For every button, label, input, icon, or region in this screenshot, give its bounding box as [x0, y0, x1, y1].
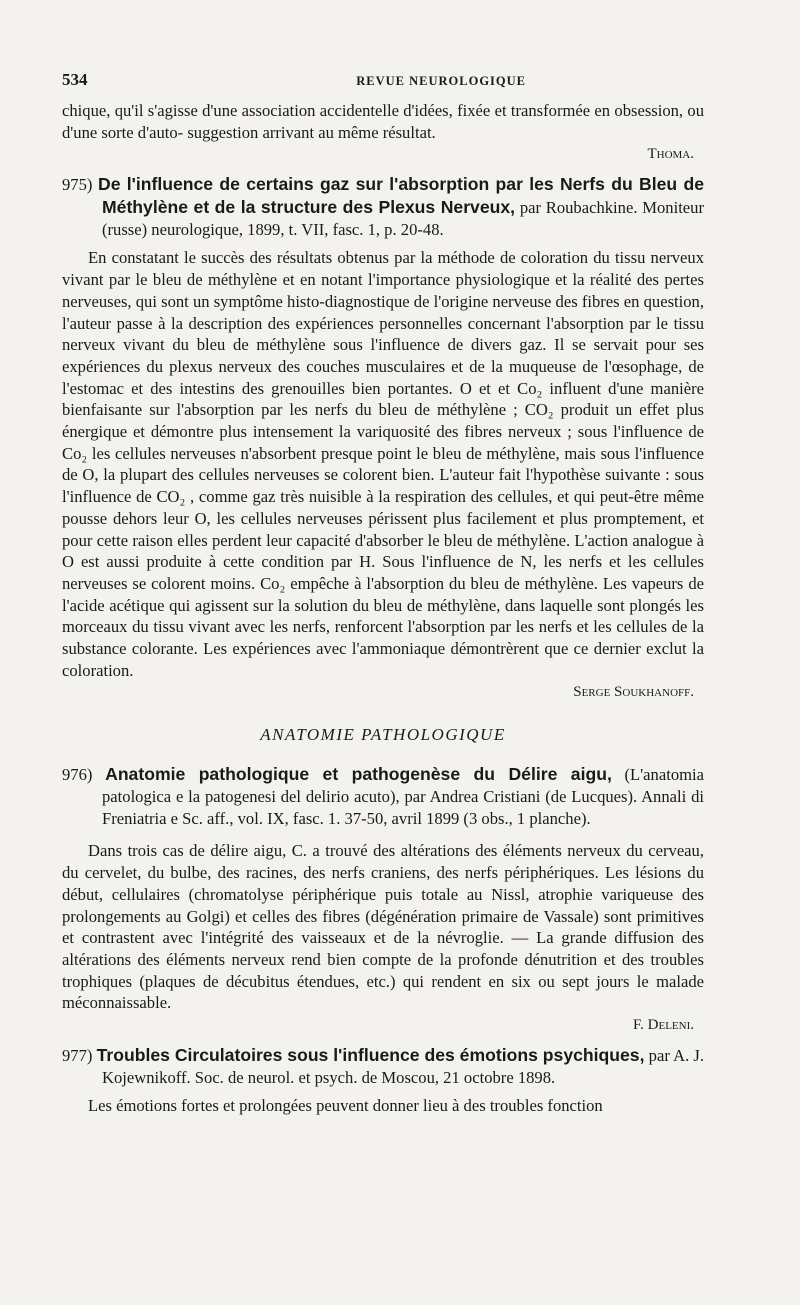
page-header — [62, 70, 704, 90]
entry-975 — [62, 173, 704, 703]
entry-975-heading — [62, 173, 704, 241]
intro-signature: Thoma. — [647, 146, 694, 163]
entry-975-number: 975) — [62, 175, 93, 195]
entry-977 — [62, 1044, 704, 1117]
running-title: REVUE NEUROLOGIQUE — [356, 74, 526, 88]
journal-page — [62, 70, 704, 1117]
entry-977-body: Les émotions fortes et prolongées peuvent donner lieu à des troubles fonction — [88, 1096, 603, 1116]
intro-paragraph: chique, qu'il s'agisse d'une association accidentelle d'idées, fixée et transformée en obsession, ou d'une sorte d'auto- suggestion arrivant au même résultat. — [62, 101, 704, 142]
entry-975-signature: Serge Soukhanoff. — [573, 684, 694, 701]
entry-977-number: 977) — [62, 1046, 93, 1066]
entry-977-citation: par A. J. Kojewnikoff. Soc. de neurol. et psych. de Moscou, 21 octobre 1898. — [102, 1046, 704, 1088]
entry-976-title: Anatomie pathologique et pathogenèse du Délire aigu, — [105, 764, 612, 785]
entry-975-citation: par Roubachkine. Moniteur (russe) neurologique, 1899, t. VII, fasc. 1, p. 20-48. — [102, 198, 704, 240]
entry-976-body: Dans trois cas de délire aigu, C. a trouvé des altérations des éléments nerveux du cerveau, du cervelet, du bulbe, des racines, des nerfs craniens, des nerfs périphériques. Les lésions du début, cellulaires (chromatolyse périphérique puis totale au Nissl, atrophie variqueuse des prolongements au Golgi) et celles des fibres (dégénération primaire de Vassale) sont primitives et contrastent avec l'intégrité des vaisseaux et de la névroglie. — La grande diffusion des altérations des éléments nerveux rend bien compte de la profonde dénutrition et des troubles trophiques (plaques de décubitus étendues, etc.) qui rendent en six ou sept jours le malade méconnaissable. — [62, 841, 704, 1013]
entry-976-number: 976) — [62, 765, 93, 785]
entry-976-citation: (L'anatomia patologica e la patogenesi del delirio acuto), par Andrea Cristiani (de Lucques). Annali di Freniatria e Sc. aff., vol. IX, fasc. 1. 37-50, avril 1899 (3 obs., 1 planche). — [102, 765, 704, 829]
entry-975-title: De l'influence de certains gaz sur l'absorption par les Nerfs du Bleu de Méthylène et de la structure des Plexus Nerveux, — [97, 174, 704, 218]
entry-975-body: En constatant le succès des résultats obtenus par la méthode de coloration du tissu nerveux vivant par le bleu de méthylène et en notant l'importance physiologique et la réalité des pertes nerveuses, qui sont un symptôme histo-diagnostique de l'origine nerveuse des fibres en question, l'auteur passe à la description des expériences personnelles concernant l'absorption par le tissu nerveux vivant du bleu de méthylène sous l'influence de divers gaz. Il se servait pour ses expériences du plexus nerveux des couches musculaires et de la muqueuse de l'œsophage, de l'estomac et des intestins des grenouilles bien portantes. O et et Co₂ influent d'une manière bienfaisante sur l'absorption par les nerfs du bleu de méthylène ; CO₂ produit un effet plus énergique et démontre plus intensement la variquosité des fibres nerveux ; sous l'influence de Co₂ les cellules nerveuses n'absorbent presque point le bleu de méthylène, mais sous l'influence de O, la plupart des cellules nerveuses se colorent bien. L'auteur fait l'hypothèse suivante : sous l'influence de CO₂ , comme gaz très nuisible à la respiration des cellules, et qui peut-être même pousse dehors leur O, les cellules nerveuses périssent plus facilement et plus promptement, et pour cette raison elles perdent leur capacité d'absorber le bleu de méthylène. L'action analogue à O est aussi produite à cette condition par H. Sous l'influence de N, les nerfs et les cellules nerveuses se colorent moins. Co₂ empêche à l'absorption du bleu de méthylène. Les vapeurs de l'acide acétique qui agissent sur la solution du bleu de méthylène, dans laquelle sont plongés les morceaux du tissu vivant avec les nerfs, renforcent l'absorption par les nerfs et les cellules de la substance colorante. Les expériences avec l'ammoniaque démontrèrent que ce dernier exclut la coloration. — [62, 248, 704, 680]
entry-976-signature: F. Deleni. — [633, 1017, 694, 1034]
section-title: ANATOMIE PATHOLOGIQUE — [260, 725, 506, 745]
entry-977-heading — [62, 1044, 704, 1089]
entry-976 — [62, 763, 704, 1036]
entry-977-title: Troubles Circulatoires sous l'influence des émotions psychiques, — [96, 1045, 645, 1066]
page-number: 534 — [62, 70, 88, 89]
entry-976-heading — [62, 763, 704, 830]
